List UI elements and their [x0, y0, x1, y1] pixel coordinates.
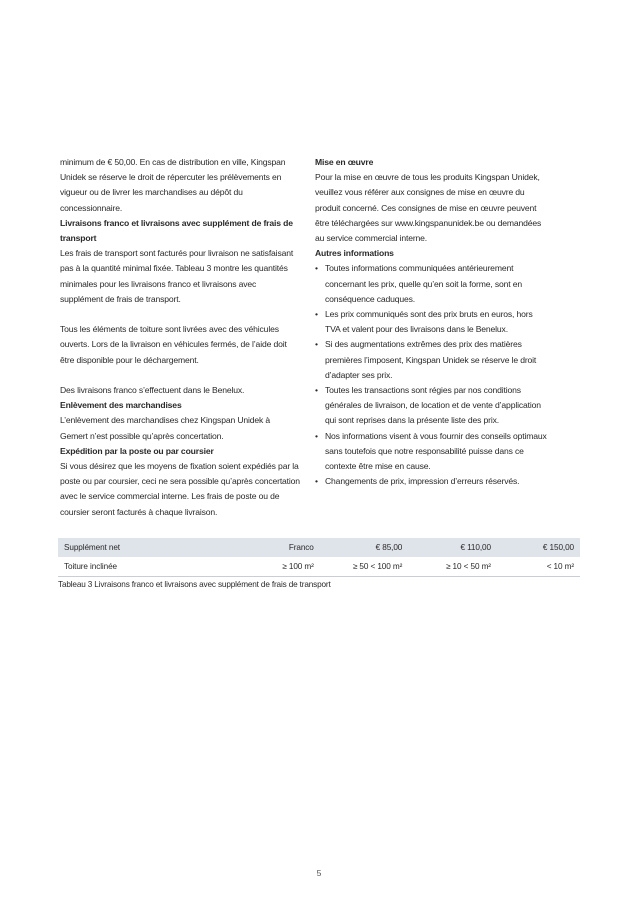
livraisons-paragraph: Les frais de transport sont facturés pour livraison ne satisfaisant pas à la quantité minimal fixée. Tableau 3 montre les quantités minimales pour les livraisons franco et livraisons avec supplément de frais de transport. — [60, 248, 294, 304]
expedition-paragraph: Si vous désirez que les moyens de fixation soient expédiés par la poste ou par coursier, ceci ne sera possible qu’après concertation avec le service commercial interne. Les frais de poste ou de coursier seront facturés à chaque livraison. — [60, 461, 300, 517]
enlevement-heading: Enlèvement des marchandises — [60, 400, 182, 411]
table-header-cell: € 85,00 — [320, 538, 408, 557]
benelux-paragraph: Des livraisons franco s’effectuent dans le Benelux. — [60, 385, 245, 396]
list-item: • Toutes informations communiquées antérieurement concernant les prix, quelle qu’en soit la forme, sont en conséquence caduques. — [315, 261, 547, 307]
table-row — [58, 557, 580, 577]
table-header-cell: € 110,00 — [408, 538, 497, 557]
table-header-row — [58, 538, 580, 557]
right-column — [315, 155, 547, 489]
table-cell: Toiture inclinée — [58, 557, 218, 577]
autres-informations-list — [315, 261, 547, 489]
list-item: • Toutes les transactions sont régies par nos conditions générales de livraison, de location et de vente d’application qui sont reprises dans la présente liste des prix. — [315, 383, 547, 429]
toiture-paragraph: Tous les éléments de toiture sont livrées avec des véhicules ouverts. Lors de la livraison en véhicules fermés, de l’aide doit être disponible pour le déchargement. — [60, 324, 287, 365]
table-cell: ≥ 50 < 100 m² — [320, 557, 408, 577]
intro-paragraph: minimum de € 50,00. En cas de distribution en ville, Kingspan Unidek se réserve le droit de répercuter les prélèvements en vigueur ou de livrer les marchandises au dépôt du concessionnaire. — [60, 157, 286, 213]
table-header-cell: Supplément net — [58, 538, 218, 557]
livraisons-heading: Livraisons franco et livraisons avec supplément de frais de transport — [60, 217, 293, 244]
expedition-heading: Expédition par la poste ou par coursier — [60, 445, 214, 456]
mise-en-oeuvre-paragraph: Pour la mise en œuvre de tous les produits Kingspan Unidek, veuillez vous référer aux consignes de mise en œuvre du produit concerné. Ces consignes de mise en œuvre peuvent être téléchargées sur www.kingspanunidek.be ou demandées au service commercial interne. — [315, 172, 542, 244]
table-cell: < 10 m² — [497, 557, 580, 577]
enlevement-paragraph: L’enlèvement des marchandises chez Kingspan Unidek à Gemert n’est possible qu’après concertation. — [60, 415, 271, 441]
list-item: • Changements de prix, impression d’erreurs réservés. — [315, 474, 547, 489]
table-caption: Tableau 3 Livraisons franco et livraisons avec supplément de frais de transport — [58, 580, 331, 589]
autres-informations-heading: Autres informations — [315, 248, 394, 259]
table-header-cell: € 150,00 — [497, 538, 580, 557]
table-header-cell: Franco — [218, 538, 320, 557]
left-column — [60, 155, 300, 520]
transport-table — [58, 538, 580, 577]
list-item: • Si des augmentations extrêmes des prix des matières premières l’imposent, Kingspan Unidek se réserve le droit d’adapter ses prix. — [315, 337, 547, 383]
list-item: • Nos informations visent à vous fournir des conseils optimaux sans toutefois que notre responsabilité puisse dans ce contexte être mise en cause. — [315, 429, 547, 475]
mise-en-oeuvre-heading: Mise en œuvre — [315, 157, 374, 167]
table-cell: ≥ 100 m² — [218, 557, 320, 577]
page-number: 5 — [316, 868, 322, 878]
list-item: • Les prix communiqués sont des prix bruts en euros, hors TVA et valent pour des livraisons dans le Benelux. — [315, 307, 547, 337]
table-cell: ≥ 10 < 50 m² — [408, 557, 497, 577]
